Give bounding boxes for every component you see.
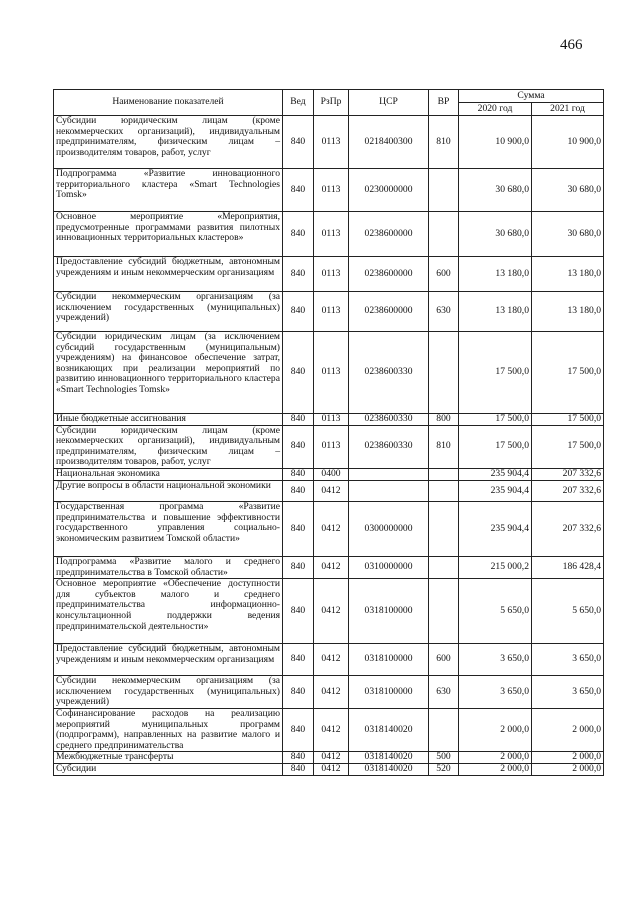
row-sum-2021: 2 000,0	[532, 752, 604, 764]
row-vr	[429, 480, 459, 501]
row-ved: 840	[283, 752, 314, 764]
row-csr: 0230000000	[349, 169, 429, 212]
table-row	[54, 169, 604, 212]
row-ved: 840	[283, 292, 314, 332]
row-csr: 0310000000	[349, 556, 429, 578]
table-row	[54, 708, 604, 751]
row-name: Предоставление субсидий бюджетным, автономным учреждениям и иным некоммерческим организациям	[54, 257, 283, 292]
table-row	[54, 676, 604, 709]
row-rzpr: 0412	[314, 752, 349, 764]
row-csr: 0318100000	[349, 676, 429, 709]
header-name: Наименование показателей	[54, 90, 283, 116]
row-ved: 840	[283, 579, 314, 644]
row-name: Субсидии некоммерческим организациям (за исключением государственных (муниципальных) учреждений)	[54, 292, 283, 332]
table-row	[54, 116, 604, 169]
row-sum-2020: 2 000,0	[459, 763, 532, 775]
row-csr: 0238600000	[349, 212, 429, 257]
row-sum-2021: 5 650,0	[532, 579, 604, 644]
row-ved: 840	[283, 468, 314, 480]
table-row	[54, 763, 604, 775]
row-csr: 0300000000	[349, 501, 429, 556]
row-csr: 0238600330	[349, 332, 429, 414]
row-rzpr: 0113	[314, 425, 349, 468]
row-vr: 800	[429, 414, 459, 426]
row-csr: 0238600000	[349, 257, 429, 292]
row-rzpr: 0400	[314, 468, 349, 480]
row-vr: 520	[429, 763, 459, 775]
row-sum-2021: 2 000,0	[532, 763, 604, 775]
row-name: Межбюджетные трансферты	[54, 752, 283, 764]
row-csr: 0238600330	[349, 414, 429, 426]
row-rzpr: 0113	[314, 257, 349, 292]
table-row	[54, 425, 604, 468]
row-sum-2020: 17 500,0	[459, 332, 532, 414]
page-number: 466	[560, 37, 583, 53]
row-rzpr: 0113	[314, 414, 349, 426]
row-ved: 840	[283, 501, 314, 556]
table-row	[54, 414, 604, 426]
row-vr	[429, 468, 459, 480]
row-name: Субсидии юридическим лицам (кроме некоммерческих организаций), индивидуальным предпринимателям, физическим лицам – производителям товаров, работ, услуг	[54, 425, 283, 468]
row-ved: 840	[283, 644, 314, 676]
row-rzpr: 0113	[314, 292, 349, 332]
row-sum-2020: 235 904,4	[459, 468, 532, 480]
row-sum-2021: 17 500,0	[532, 425, 604, 468]
row-sum-2020: 30 680,0	[459, 212, 532, 257]
row-sum-2021: 17 500,0	[532, 332, 604, 414]
row-name: Другие вопросы в области национальной экономики	[54, 480, 283, 501]
row-sum-2020: 3 650,0	[459, 644, 532, 676]
row-vr	[429, 212, 459, 257]
row-rzpr: 0412	[314, 644, 349, 676]
row-sum-2021: 13 180,0	[532, 292, 604, 332]
header-2021: 2021 год	[532, 103, 604, 116]
row-sum-2020: 10 900,0	[459, 116, 532, 169]
row-sum-2020: 2 000,0	[459, 708, 532, 751]
row-name: Государственная программа «Развитие предпринимательства и повышение эффективности государственного управления социально-экономическим развитием Томской области»	[54, 501, 283, 556]
row-ved: 840	[283, 556, 314, 578]
row-sum-2021: 30 680,0	[532, 212, 604, 257]
header-vr: ВР	[429, 90, 459, 116]
row-sum-2021: 207 332,6	[532, 480, 604, 501]
row-csr: 0318140020	[349, 763, 429, 775]
row-vr: 500	[429, 752, 459, 764]
row-ved: 840	[283, 116, 314, 169]
row-sum-2020: 30 680,0	[459, 169, 532, 212]
row-sum-2020: 235 904,4	[459, 480, 532, 501]
row-name: Субсидии юридическим лицам (кроме некоммерческих организаций), индивидуальным предпринимателям, физическим лицам – производителям товаров, работ, услуг	[54, 116, 283, 169]
table-row	[54, 468, 604, 480]
row-name: Субсидии некоммерческим организациям (за исключением государственных (муниципальных) учреждений)	[54, 676, 283, 709]
row-vr: 600	[429, 644, 459, 676]
row-vr	[429, 556, 459, 578]
header-2020: 2020 год	[459, 103, 532, 116]
row-sum-2020: 2 000,0	[459, 752, 532, 764]
row-name: Предоставление субсидий бюджетным, автономным учреждениям и иным некоммерческим организациям	[54, 644, 283, 676]
row-ved: 840	[283, 763, 314, 775]
row-vr: 810	[429, 116, 459, 169]
row-vr: 600	[429, 257, 459, 292]
row-vr	[429, 708, 459, 751]
row-sum-2021: 207 332,6	[532, 468, 604, 480]
row-ved: 840	[283, 332, 314, 414]
row-vr: 630	[429, 292, 459, 332]
row-vr	[429, 501, 459, 556]
row-rzpr: 0412	[314, 579, 349, 644]
row-rzpr: 0113	[314, 116, 349, 169]
table-row	[54, 501, 604, 556]
row-sum-2021: 3 650,0	[532, 676, 604, 709]
row-name: Субсидии юридическим лицам (за исключением субсидий государственным (муниципальным) учреждениям) на финансовое обеспечение затрат, возникающих при реализации мероприятий по развитию инновационного территориального кластера «Smart Technologies Tomsk»	[54, 332, 283, 414]
table-row	[54, 752, 604, 764]
row-ved: 840	[283, 414, 314, 426]
row-name: Подпрограмма «Развитие инновационного территориального кластера «Smart Technologies Tomsk»	[54, 169, 283, 212]
row-csr	[349, 480, 429, 501]
budget-table	[53, 89, 604, 776]
header-ved: Вед	[283, 90, 314, 116]
row-vr	[429, 332, 459, 414]
row-rzpr: 0412	[314, 763, 349, 775]
row-sum-2020: 17 500,0	[459, 425, 532, 468]
row-csr: 0318140020	[349, 752, 429, 764]
row-rzpr: 0412	[314, 501, 349, 556]
row-csr: 0318140020	[349, 708, 429, 751]
row-ved: 840	[283, 708, 314, 751]
row-name: Национальная экономика	[54, 468, 283, 480]
header-rzpr: РзПр	[314, 90, 349, 116]
table-body	[54, 116, 604, 776]
row-csr: 0218400300	[349, 116, 429, 169]
row-vr: 810	[429, 425, 459, 468]
table-row	[54, 292, 604, 332]
row-ved: 840	[283, 212, 314, 257]
row-name: Иные бюджетные ассигнования	[54, 414, 283, 426]
header-sum: Сумма	[459, 90, 604, 103]
row-sum-2021: 3 650,0	[532, 644, 604, 676]
table-row	[54, 556, 604, 578]
row-sum-2020: 3 650,0	[459, 676, 532, 709]
row-rzpr: 0412	[314, 556, 349, 578]
row-csr: 0238600330	[349, 425, 429, 468]
row-sum-2020: 17 500,0	[459, 414, 532, 426]
row-rzpr: 0113	[314, 169, 349, 212]
row-ved: 840	[283, 676, 314, 709]
header-csr: ЦСР	[349, 90, 429, 116]
table-row	[54, 257, 604, 292]
row-sum-2020: 235 904,4	[459, 501, 532, 556]
row-sum-2021: 207 332,6	[532, 501, 604, 556]
row-rzpr: 0412	[314, 480, 349, 501]
row-sum-2021: 186 428,4	[532, 556, 604, 578]
row-ved: 840	[283, 169, 314, 212]
row-sum-2020: 215 000,2	[459, 556, 532, 578]
row-vr: 630	[429, 676, 459, 709]
row-sum-2021: 13 180,0	[532, 257, 604, 292]
row-rzpr: 0113	[314, 212, 349, 257]
row-sum-2021: 2 000,0	[532, 708, 604, 751]
row-ved: 840	[283, 257, 314, 292]
table-row	[54, 644, 604, 676]
table-row	[54, 579, 604, 644]
row-name: Основное мероприятие «Обеспечение доступности для субъектов малого и среднего предпринимательства информационно-консультационной поддержки ведения предпринимательской деятельности»	[54, 579, 283, 644]
table-row	[54, 480, 604, 501]
row-csr: 0318100000	[349, 579, 429, 644]
row-csr: 0318100000	[349, 644, 429, 676]
row-sum-2021: 30 680,0	[532, 169, 604, 212]
row-sum-2021: 10 900,0	[532, 116, 604, 169]
row-rzpr: 0113	[314, 332, 349, 414]
row-name: Подпрограмма «Развитие малого и среднего предпринимательства в Томской области»	[54, 556, 283, 578]
row-rzpr: 0412	[314, 676, 349, 709]
row-vr	[429, 579, 459, 644]
row-vr	[429, 169, 459, 212]
row-name: Субсидии	[54, 763, 283, 775]
row-sum-2020: 13 180,0	[459, 257, 532, 292]
row-sum-2020: 13 180,0	[459, 292, 532, 332]
row-csr: 0238600000	[349, 292, 429, 332]
row-rzpr: 0412	[314, 708, 349, 751]
row-sum-2020: 5 650,0	[459, 579, 532, 644]
row-name: Софинансирование расходов на реализацию мероприятий муниципальных программ (подпрограмм), направленных на развитие малого и среднего предпринимательства	[54, 708, 283, 751]
row-ved: 840	[283, 425, 314, 468]
table-row	[54, 212, 604, 257]
row-name: Основное мероприятие «Мероприятия, предусмотренные программами развития пилотных инновационных территориальных кластеров»	[54, 212, 283, 257]
row-csr	[349, 468, 429, 480]
row-sum-2021: 17 500,0	[532, 414, 604, 426]
row-ved: 840	[283, 480, 314, 501]
table-row	[54, 332, 604, 414]
